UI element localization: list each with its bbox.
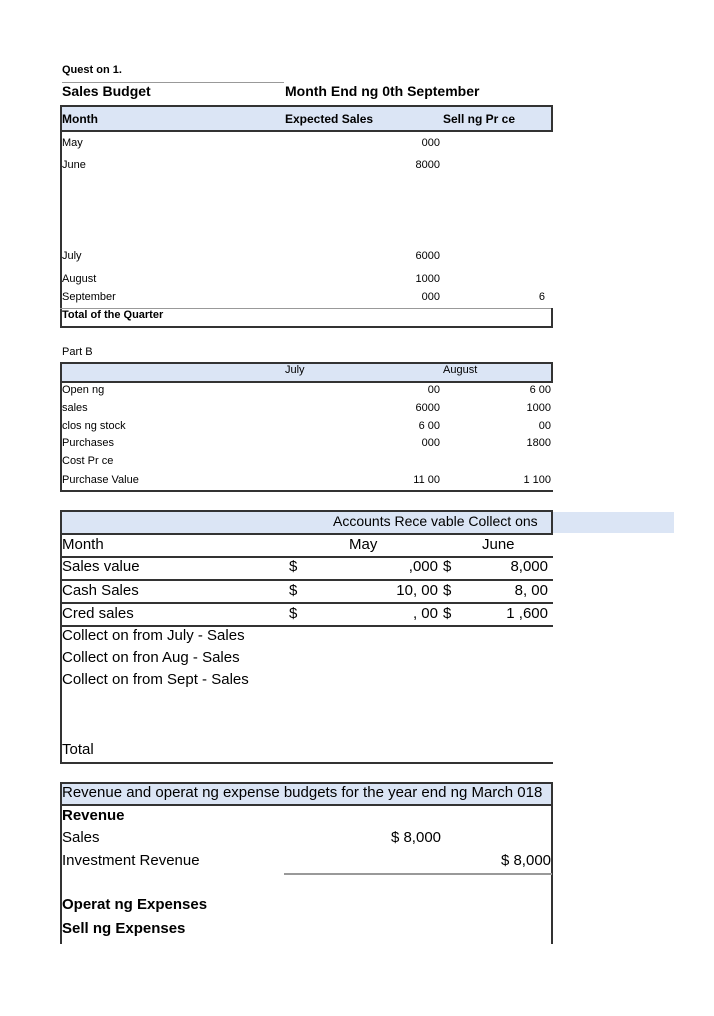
table-border-bottom (60, 490, 553, 492)
ar-collection-label: Collect on from Sept - Sales (62, 671, 249, 688)
row-label: sales (62, 402, 88, 414)
row-august: 1000 (526, 402, 551, 414)
row-border (60, 602, 553, 604)
selling-expenses-label: Sell ng Expenses (62, 920, 186, 937)
subtotal-underline (284, 873, 552, 875)
row-august: 1800 (526, 437, 551, 449)
header-border (60, 381, 553, 383)
row-expected-sales: 8000 (415, 159, 440, 171)
ar-collection-label: Collect on from July - Sales (62, 627, 245, 644)
ar-header-june: June (482, 536, 515, 553)
table-border-bottom (60, 326, 553, 328)
row-month: May (62, 137, 83, 149)
table-border-right (551, 782, 553, 944)
table-border-right (551, 362, 553, 382)
ar-currency: $ (289, 558, 298, 575)
row-expected-sales: 000 (421, 291, 440, 303)
part-b-label: Part B (62, 346, 93, 358)
table-border-right (551, 308, 553, 328)
ar-june-value: 8, 00 (514, 582, 548, 599)
header-selling-price: Sell ng Pr ce (443, 112, 516, 126)
row-label: Open ng (62, 384, 105, 396)
row-july: 00 (427, 384, 440, 396)
row-august: 00 (538, 420, 551, 432)
row-expected-sales: 6000 (415, 250, 440, 262)
revenue-label: Revenue (62, 807, 125, 824)
ar-row-label: Cred sales (62, 605, 134, 622)
row-july: 6 00 (418, 420, 440, 432)
header-border (60, 130, 553, 132)
row-label: Cost Pr ce (62, 455, 114, 467)
question-label: Quest on 1. (62, 64, 122, 76)
row-august: 1 100 (523, 474, 551, 486)
ar-june-value: 1 ,600 (506, 605, 548, 622)
table-border-right (551, 510, 553, 534)
row-border (60, 579, 553, 581)
row-selling-price: 6 (538, 291, 545, 303)
investment-revenue-value: $ 8,000 (500, 852, 551, 869)
row-august: 6 00 (529, 384, 551, 396)
revenue-budget-title: Revenue and operat ng expense budgets for the year end ng March 018 (62, 784, 543, 801)
ar-currency: $ (289, 605, 298, 622)
row-month: August (62, 273, 97, 285)
sales-budget-period: Month End ng 0th September (285, 83, 480, 99)
ar-row-label: Sales value (62, 558, 140, 575)
row-month: September (62, 291, 116, 303)
ar-currency: $ (443, 605, 452, 622)
sales-total-label: Total of the Quarter (62, 309, 164, 321)
ar-row-label: Cash Sales (62, 582, 139, 599)
ar-header-may: May (349, 536, 378, 553)
ar-may-value: ,000 (408, 558, 438, 575)
row-label: clos ng stock (62, 420, 126, 432)
row-month: June (62, 159, 86, 171)
sales-value: $ 8,000 (390, 829, 441, 846)
row-label: Purchase Value (62, 474, 139, 486)
header-border (60, 533, 553, 535)
header-month: Month (62, 112, 98, 126)
ar-june-value: 8,000 (510, 558, 548, 575)
sales-budget-title: Sales Budget (62, 83, 151, 99)
accounts-receivable-title: Accounts Rece vable Collect ons (333, 513, 538, 529)
table-border-bottom (60, 762, 553, 764)
row-expected-sales: 000 (421, 137, 440, 149)
ar-may-value: 10, 00 (396, 582, 438, 599)
table-border-right (551, 105, 553, 131)
row-july: 6000 (415, 402, 440, 414)
ar-currency: $ (289, 582, 298, 599)
row-month: July (62, 250, 82, 262)
sales-label: Sales (62, 829, 100, 846)
ar-currency: $ (443, 582, 452, 599)
ar-currency: $ (443, 558, 452, 575)
ar-header-month: Month (62, 536, 104, 553)
investment-revenue-label: Investment Revenue (62, 852, 200, 869)
header-expected-sales: Expected Sales (285, 112, 374, 126)
ar-collection-label: Collect on fron Aug - Sales (62, 649, 240, 666)
row-label: Purchases (62, 437, 114, 449)
ar-may-value: , 00 (412, 605, 438, 622)
row-expected-sales: 1000 (415, 273, 440, 285)
operating-expenses-label: Operat ng Expenses (62, 896, 208, 913)
ar-total-label: Total (62, 741, 94, 758)
header-band (61, 364, 552, 381)
row-july: 11 00 (413, 474, 440, 486)
header-border (60, 804, 553, 806)
header-july: July (285, 364, 305, 376)
row-july: 000 (421, 437, 440, 449)
header-august: August (443, 364, 478, 376)
